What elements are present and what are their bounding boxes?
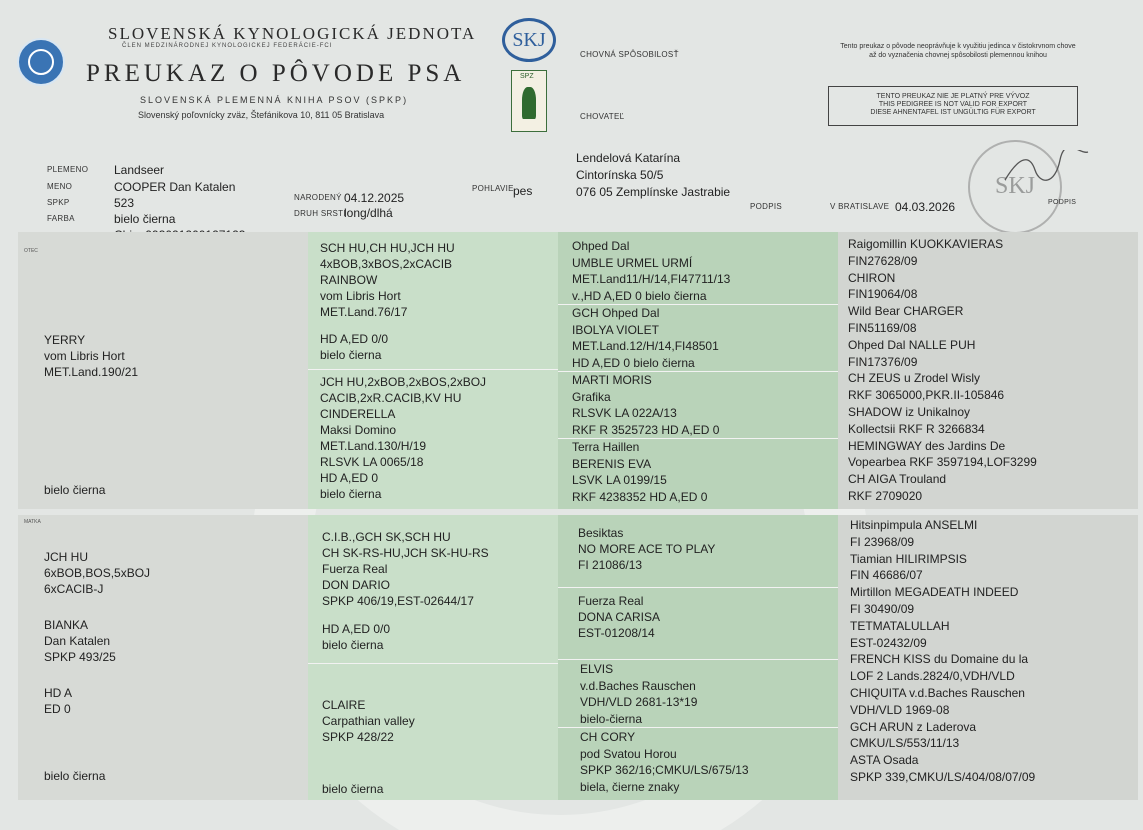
breed-label: PLEMENO bbox=[47, 165, 89, 174]
ggg-line: FI 23968/09 bbox=[850, 534, 915, 549]
dam-health-line: HD A bbox=[44, 686, 73, 700]
dam-title-line: JCH HU bbox=[44, 550, 88, 564]
granddam-line: HD A,ED 0 bbox=[320, 471, 379, 485]
ggg-line: Tiamian HILIRIMPSIS bbox=[850, 551, 967, 566]
registry-address: Slovenský poľovnícky zväz, Štefánikova 10, 811 05 Bratislava bbox=[138, 110, 385, 120]
dam-column bbox=[18, 515, 308, 800]
ggg-line: LOF 2 Lands.2824/0,VDH/VLD bbox=[850, 669, 1015, 684]
ggp-line: Fuerza Real bbox=[578, 594, 644, 608]
granddam-line: CINDERELLA bbox=[320, 407, 396, 421]
breeder-label: CHOVATEĽ bbox=[580, 112, 625, 121]
dam-section-mark: MATKA bbox=[24, 519, 41, 525]
granddam-line: Carpathian valley bbox=[322, 714, 415, 728]
sire-color: bielo čierna bbox=[44, 483, 106, 497]
ggp-line: CH CORY bbox=[580, 730, 636, 744]
ggg-line: GCH ARUN z Laderova bbox=[850, 719, 977, 734]
ggp-line: MET.Land.12/H/14,FI48501 bbox=[572, 339, 719, 353]
ggg-line: Wild Bear CHARGER bbox=[848, 304, 964, 319]
dam-ggp-3 bbox=[580, 661, 697, 727]
granddam-line: SPKP 428/22 bbox=[322, 730, 394, 744]
ggp-line: MET.Land11/H/14,FI47711/13 bbox=[572, 272, 731, 286]
ggp-line: RKF R 3525723 HD A,ED 0 bbox=[572, 422, 720, 437]
ggg-line: ASTA Osada bbox=[850, 753, 919, 768]
ggg-line: Mirtillon MEGADEATH INDEED bbox=[850, 585, 1019, 600]
ggp-line: NO MORE ACE TO PLAY bbox=[578, 542, 716, 556]
ggp-line: IBOLYA VIOLET bbox=[572, 322, 659, 337]
ggp-line: RKF 4238352 HD A,ED 0 bbox=[572, 489, 708, 504]
breeder-city: 076 05 Zemplínske Jastrabie bbox=[576, 185, 731, 199]
granddam-line: MET.Land.130/H/19 bbox=[320, 439, 427, 453]
spkp-number: 523 bbox=[114, 196, 135, 210]
ggp-line: VDH/VLD 2681-13*19 bbox=[580, 695, 698, 709]
export-notice-sk: TENTO PREUKAZ NIE JE PLATNÝ PRE VÝVOZ bbox=[876, 93, 1030, 100]
sire-ggp-4 bbox=[572, 439, 707, 505]
grandsire-line: SPKP 406/19,EST-02644/17 bbox=[322, 594, 474, 608]
granddam-line: RLSVK LA 0065/18 bbox=[320, 455, 424, 469]
granddam-line: CLAIRE bbox=[322, 698, 366, 712]
dog-name: COOPER Dan Katalen bbox=[114, 180, 236, 194]
place-label: V BRATISLAVE bbox=[830, 202, 890, 211]
ggp-line: LSVK LA 0199/15 bbox=[572, 473, 667, 487]
ggp-line: RLSVK LA 022A/13 bbox=[572, 406, 677, 420]
dam-ggg-list bbox=[850, 517, 1035, 786]
ggp-line: ELVIS bbox=[580, 662, 614, 676]
breeder-name: Lendelová Katarína bbox=[576, 151, 681, 165]
dam-health bbox=[44, 685, 72, 717]
handwritten-signature bbox=[1000, 150, 1090, 190]
ggg-line: RKF 2709020 bbox=[848, 488, 923, 503]
ggg-line: Hitsinpimpula ANSELMI bbox=[850, 518, 978, 532]
ggp-line: Terra Haillen bbox=[572, 440, 640, 454]
dam-grandsire bbox=[322, 529, 489, 653]
ggg-line: Vopearbea RKF 3597194,LOF3299 bbox=[848, 455, 1037, 470]
ggg-line: RKF 3065000,PKR.II-105846 bbox=[848, 388, 1005, 403]
ggp-line: FI 21086/13 bbox=[578, 558, 643, 572]
ggg-line: CMKU/LS/553/11/13 bbox=[850, 736, 960, 751]
breeder-street: Cintorínska 50/5 bbox=[576, 168, 664, 182]
ggp-line: DONA CARISA bbox=[578, 610, 661, 624]
granddam-line: bielo čierna bbox=[320, 487, 382, 501]
grandsire-line: vom Libris Hort bbox=[320, 289, 401, 303]
official-stamp: SKJ bbox=[968, 140, 1062, 234]
ggg-line: SHADOW iz Unikalnoy bbox=[848, 404, 971, 419]
dam-grandparents-column bbox=[308, 515, 558, 800]
grandsire-line: RAINBOW bbox=[320, 273, 378, 287]
dam-great-grandparents-column bbox=[558, 515, 838, 800]
sire-name bbox=[44, 332, 138, 380]
ggp-line: pod Svatou Horou bbox=[580, 746, 677, 761]
ggg-line: CH ZEUS u Zrodel Wisly bbox=[848, 371, 981, 386]
ggg-line: EST-02432/09 bbox=[850, 635, 927, 650]
ggg-line: FIN19064/08 bbox=[848, 287, 918, 302]
registry-name: SLOVENSKÁ PLEMENNÁ KNIHA PSOV (SPKP) bbox=[140, 95, 409, 105]
ggg-line: Raigomillin KUOKKAVIERAS bbox=[848, 237, 1004, 251]
dam-name-line: SPKP 493/25 bbox=[44, 650, 116, 664]
ggp-line: Besiktas bbox=[578, 526, 624, 540]
export-notice-de: DIESE AHNENTAFEL IST UNGÜLTIG FÜR EXPORT bbox=[870, 109, 1036, 116]
dam-color: bielo čierna bbox=[44, 769, 106, 783]
dam-ggp-2 bbox=[578, 593, 660, 641]
dam-health-line: ED 0 bbox=[44, 702, 71, 716]
ggg-line: SPKP 339,CMKU/LS/404/08/07/09 bbox=[850, 769, 1036, 784]
sire-line: MET.Land.190/21 bbox=[44, 365, 139, 379]
ggg-line: FI 30490/09 bbox=[850, 601, 915, 616]
sire-ggp-3 bbox=[572, 372, 719, 438]
dam-titles bbox=[44, 549, 150, 597]
ggp-line: v.d.Baches Rauschen bbox=[580, 678, 696, 693]
dam-section bbox=[18, 515, 1138, 800]
name-label: MENO bbox=[47, 182, 73, 191]
breed-value: Landseer bbox=[114, 163, 165, 177]
grandsire-line: CH SK-RS-HU,JCH SK-HU-RS bbox=[322, 546, 489, 560]
grandsire-line: MET.Land.76/17 bbox=[320, 305, 408, 319]
coat-label: DRUH SRSTI bbox=[294, 209, 346, 218]
sire-section-mark: OTEC bbox=[24, 248, 38, 254]
ggg-line: Kollectsii RKF R 3266834 bbox=[848, 421, 985, 436]
ggg-line: TETMATALULLAH bbox=[850, 618, 950, 633]
fci-logo-icon bbox=[17, 38, 65, 86]
granddam-line: JCH HU,2xBOB,2xBOS,2xBOJ bbox=[320, 375, 487, 389]
dam-ggp-1 bbox=[578, 525, 715, 573]
sex-label: POHLAVIE bbox=[472, 184, 514, 193]
export-notice bbox=[828, 86, 1078, 126]
ggp-line: MARTI MORIS bbox=[572, 373, 652, 387]
sire-ggp-1 bbox=[572, 238, 730, 304]
sire-line: YERRY bbox=[44, 333, 86, 347]
document-title: PREUKAZ O PÔVODE PSA bbox=[86, 60, 466, 87]
ggg-line: CH AIGA Trouland bbox=[848, 472, 947, 487]
sire-grandparents-column bbox=[308, 232, 558, 509]
sire-line: vom Libris Hort bbox=[44, 349, 125, 363]
born-date: 04.12.2025 bbox=[344, 191, 405, 205]
born-label: NARODENÝ bbox=[294, 193, 342, 202]
sire-great-grandparents-column bbox=[558, 232, 838, 509]
ggp-line: EST-01208/14 bbox=[578, 626, 655, 640]
breeding-notice: Tento preukaz o pôvode neoprávňuje k využitiu jedinca v čistokrvnom chove až do vyznačenia chovnej spôsobilosti plemennou knihou bbox=[840, 43, 1076, 59]
ggp-line: HD A,ED 0 bielo čierna bbox=[572, 355, 695, 370]
skj-logo: SKJ bbox=[502, 18, 556, 62]
ggg-line: Ohped Dal NALLE PUH bbox=[848, 337, 976, 352]
ggp-line: Ohped Dal bbox=[572, 239, 630, 253]
dam-name bbox=[44, 617, 116, 665]
grandsire-line: SCH HU,CH HU,JCH HU bbox=[320, 241, 455, 255]
grandsire-line: bielo čierna bbox=[320, 348, 382, 362]
export-notice-en: THIS PEDIGREE IS NOT VALID FOR EXPORT bbox=[878, 101, 1028, 108]
breeding-suitability-label: CHOVNÁ SPÔSOBILOSŤ bbox=[580, 50, 679, 59]
signature-label: PODPIS bbox=[750, 202, 783, 211]
ggp-line: UMBLE URMEL URMÍ bbox=[572, 255, 693, 270]
granddam-line: CACIB,2xR.CACIB,KV HU bbox=[320, 391, 462, 405]
grandsire-line: DON DARIO bbox=[322, 578, 391, 592]
ggp-line: biela, čierne znaky bbox=[580, 779, 680, 794]
dam-ggp-4 bbox=[580, 729, 749, 795]
grandsire-line: C.I.B.,GCH SK,SCH HU bbox=[322, 530, 451, 544]
spkp-label: SPKP bbox=[47, 198, 70, 207]
ggg-line: FIN17376/09 bbox=[848, 354, 918, 369]
ggp-line: GCH Ohped Dal bbox=[572, 306, 660, 320]
dam-title-line: 6xBOB,BOS,5xBOJ bbox=[44, 566, 151, 580]
ggg-line: FRENCH KISS du Domaine du la bbox=[850, 652, 1029, 667]
dam-granddam bbox=[322, 697, 415, 745]
grandsire-line: 4xBOB,3xBOS,2xCACIB bbox=[320, 257, 453, 271]
stamp-signature-label: PODPIS bbox=[1048, 199, 1077, 206]
grandsire-line: bielo čierna bbox=[322, 638, 384, 652]
sire-ggg-list bbox=[848, 236, 1037, 505]
sire-granddam bbox=[320, 374, 486, 502]
organization-name: SLOVENSKÁ KYNOLOGICKÁ JEDNOTA bbox=[108, 24, 477, 43]
granddam-line: Maksi Domino bbox=[320, 423, 397, 437]
dam-name-line: Dan Katalen bbox=[44, 634, 111, 648]
ggg-line: CHIQUITA v.d.Baches Rauschen bbox=[850, 685, 1025, 700]
coat-value: long/dlhá bbox=[344, 206, 393, 220]
ggg-line: FIN27628/09 bbox=[848, 253, 918, 268]
fci-membership: ČLEN MEDZINÁRODNEJ KYNOLOGICKEJ FEDERÁCIE-FCI bbox=[122, 43, 333, 49]
sex-value: pes bbox=[513, 184, 533, 198]
grandsire-line: Fuerza Real bbox=[322, 562, 388, 576]
grandsire-line: HD A,ED 0/0 bbox=[320, 332, 389, 346]
sire-section bbox=[18, 232, 1138, 509]
dog-color: bielo čierna bbox=[114, 212, 176, 226]
ggp-line: bielo-čierna bbox=[580, 711, 643, 726]
ggg-line: HEMINGWAY des Jardins De bbox=[848, 438, 1006, 453]
sire-column bbox=[18, 232, 308, 509]
ggp-line: SPKP 362/16;CMKU/LS/675/13 bbox=[580, 763, 749, 777]
ggg-line: CHIRON bbox=[848, 270, 896, 285]
dam-title-line: 6xCACIB-J bbox=[44, 582, 104, 596]
dam-ggg-column bbox=[838, 515, 1138, 800]
ggg-line: FIN51169/08 bbox=[848, 320, 917, 335]
deer-logo-icon bbox=[511, 70, 547, 132]
sire-ggg-column bbox=[838, 232, 1138, 509]
sire-ggp-2 bbox=[572, 305, 719, 371]
dam-granddam-color: bielo čierna bbox=[322, 782, 384, 796]
dam-name-line: BIANKA bbox=[44, 618, 89, 632]
issue-date: 04.03.2026 bbox=[895, 200, 956, 214]
ggp-line: Grafika bbox=[572, 389, 611, 404]
ggg-line: VDH/VLD 1969-08 bbox=[850, 702, 950, 717]
ggp-line: v.,HD A,ED 0 bielo čierna bbox=[572, 288, 707, 303]
deer-logo-text: SPZ bbox=[520, 73, 534, 80]
ggp-line: BERENIS EVA bbox=[572, 456, 652, 471]
color-label: FARBA bbox=[47, 214, 75, 223]
ggg-line: FIN 46686/07 bbox=[850, 568, 923, 583]
sire-grandsire bbox=[320, 240, 455, 363]
grandsire-line: HD A,ED 0/0 bbox=[322, 622, 391, 636]
